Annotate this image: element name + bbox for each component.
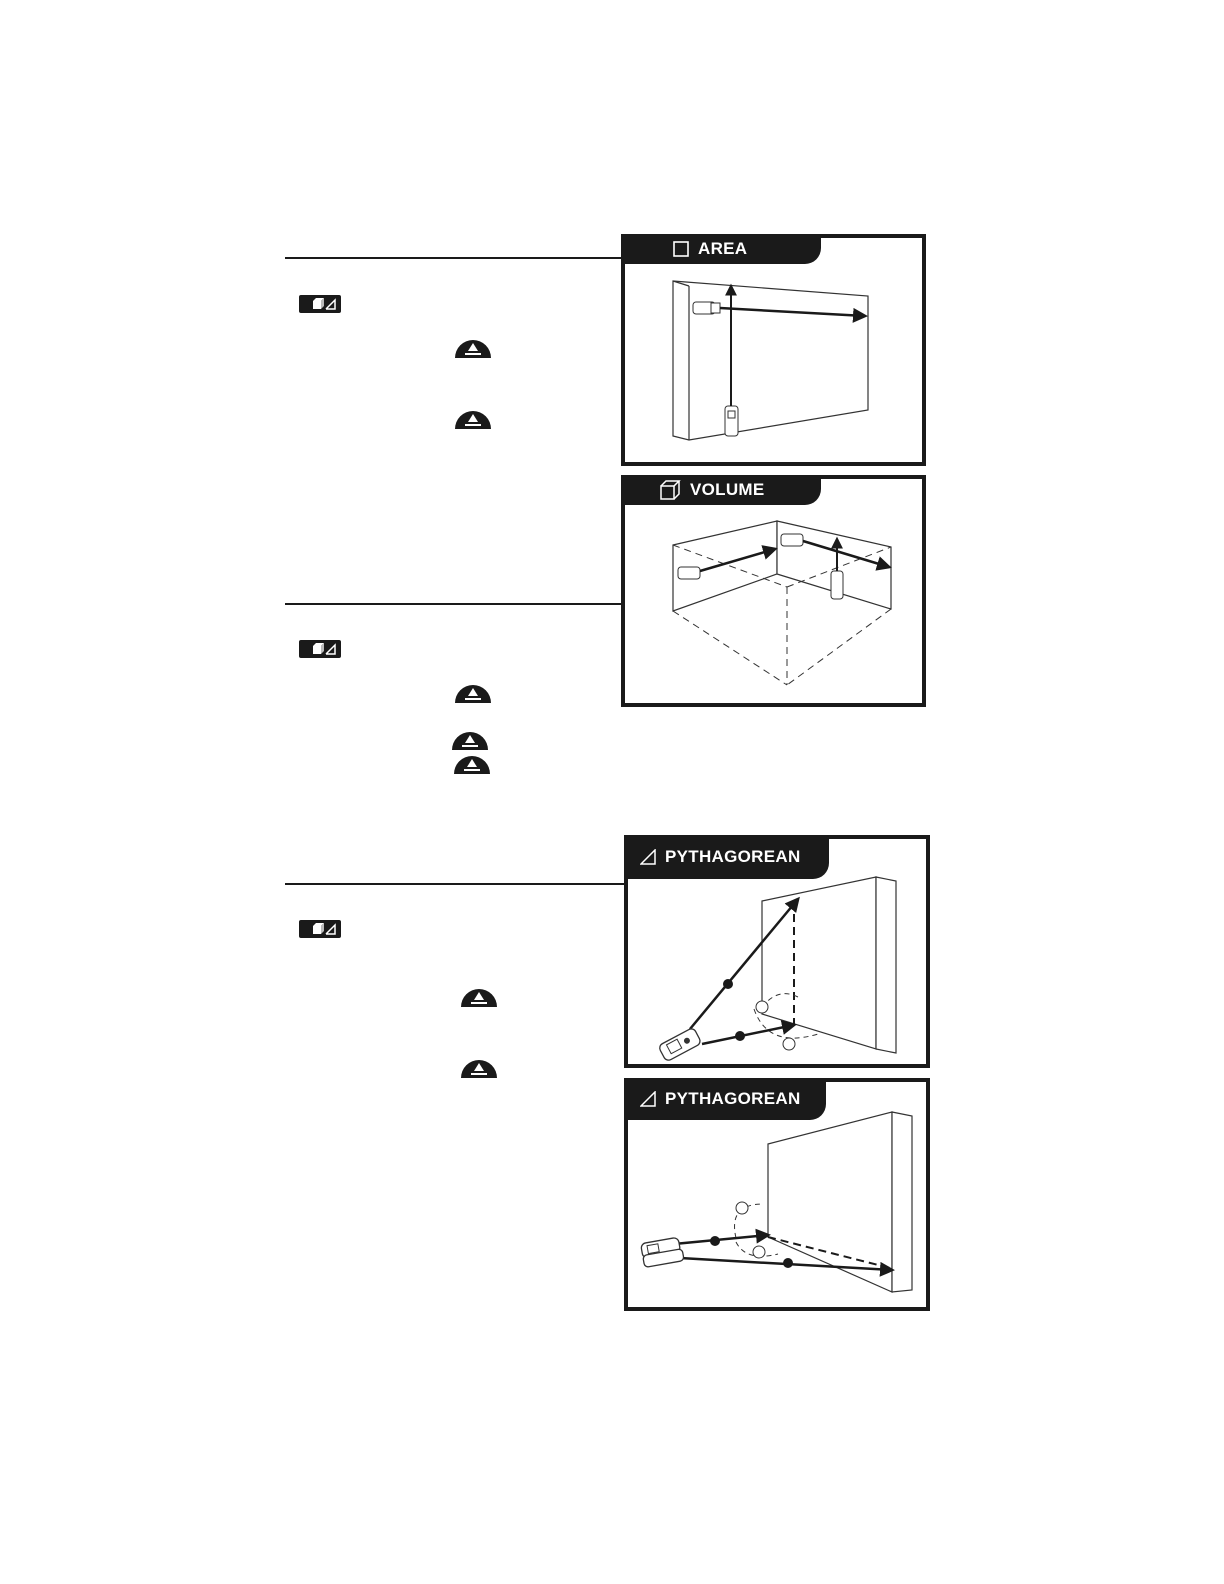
volume-figure [621, 475, 926, 707]
right-triangle-icon [640, 1091, 656, 1107]
area-title: AREA [698, 239, 748, 258]
mode-button-icon [299, 295, 341, 313]
laser-on-button-icon [451, 731, 489, 751]
laser-on-button-icon [454, 684, 492, 704]
section-rule-area [285, 257, 625, 259]
pythagorean-figure-2 [624, 1078, 930, 1311]
section-rule-pythagorean [285, 883, 627, 885]
cube-icon [659, 480, 681, 500]
mode-button-icon [299, 640, 341, 658]
square-icon [673, 241, 689, 257]
pythagorean-title-1: PYTHAGOREAN [665, 847, 801, 866]
laser-on-button-icon [460, 1059, 498, 1079]
area-figure [621, 234, 926, 466]
pythagorean-tab-2 [624, 1078, 826, 1120]
right-triangle-icon [640, 849, 656, 865]
pythagorean-tab-1 [624, 835, 829, 879]
volume-tab [621, 475, 821, 505]
laser-on-button-icon [460, 988, 498, 1008]
laser-on-button-icon [454, 410, 492, 430]
laser-on-button-icon [454, 339, 492, 359]
pythagorean-figure-1 [624, 835, 930, 1068]
section-rule-volume [285, 603, 625, 605]
pythagorean-title-2: PYTHAGOREAN [665, 1089, 801, 1108]
laser-on-button-icon [453, 755, 491, 775]
area-tab [621, 234, 821, 264]
volume-title: VOLUME [690, 480, 765, 499]
mode-button-icon [299, 920, 341, 938]
